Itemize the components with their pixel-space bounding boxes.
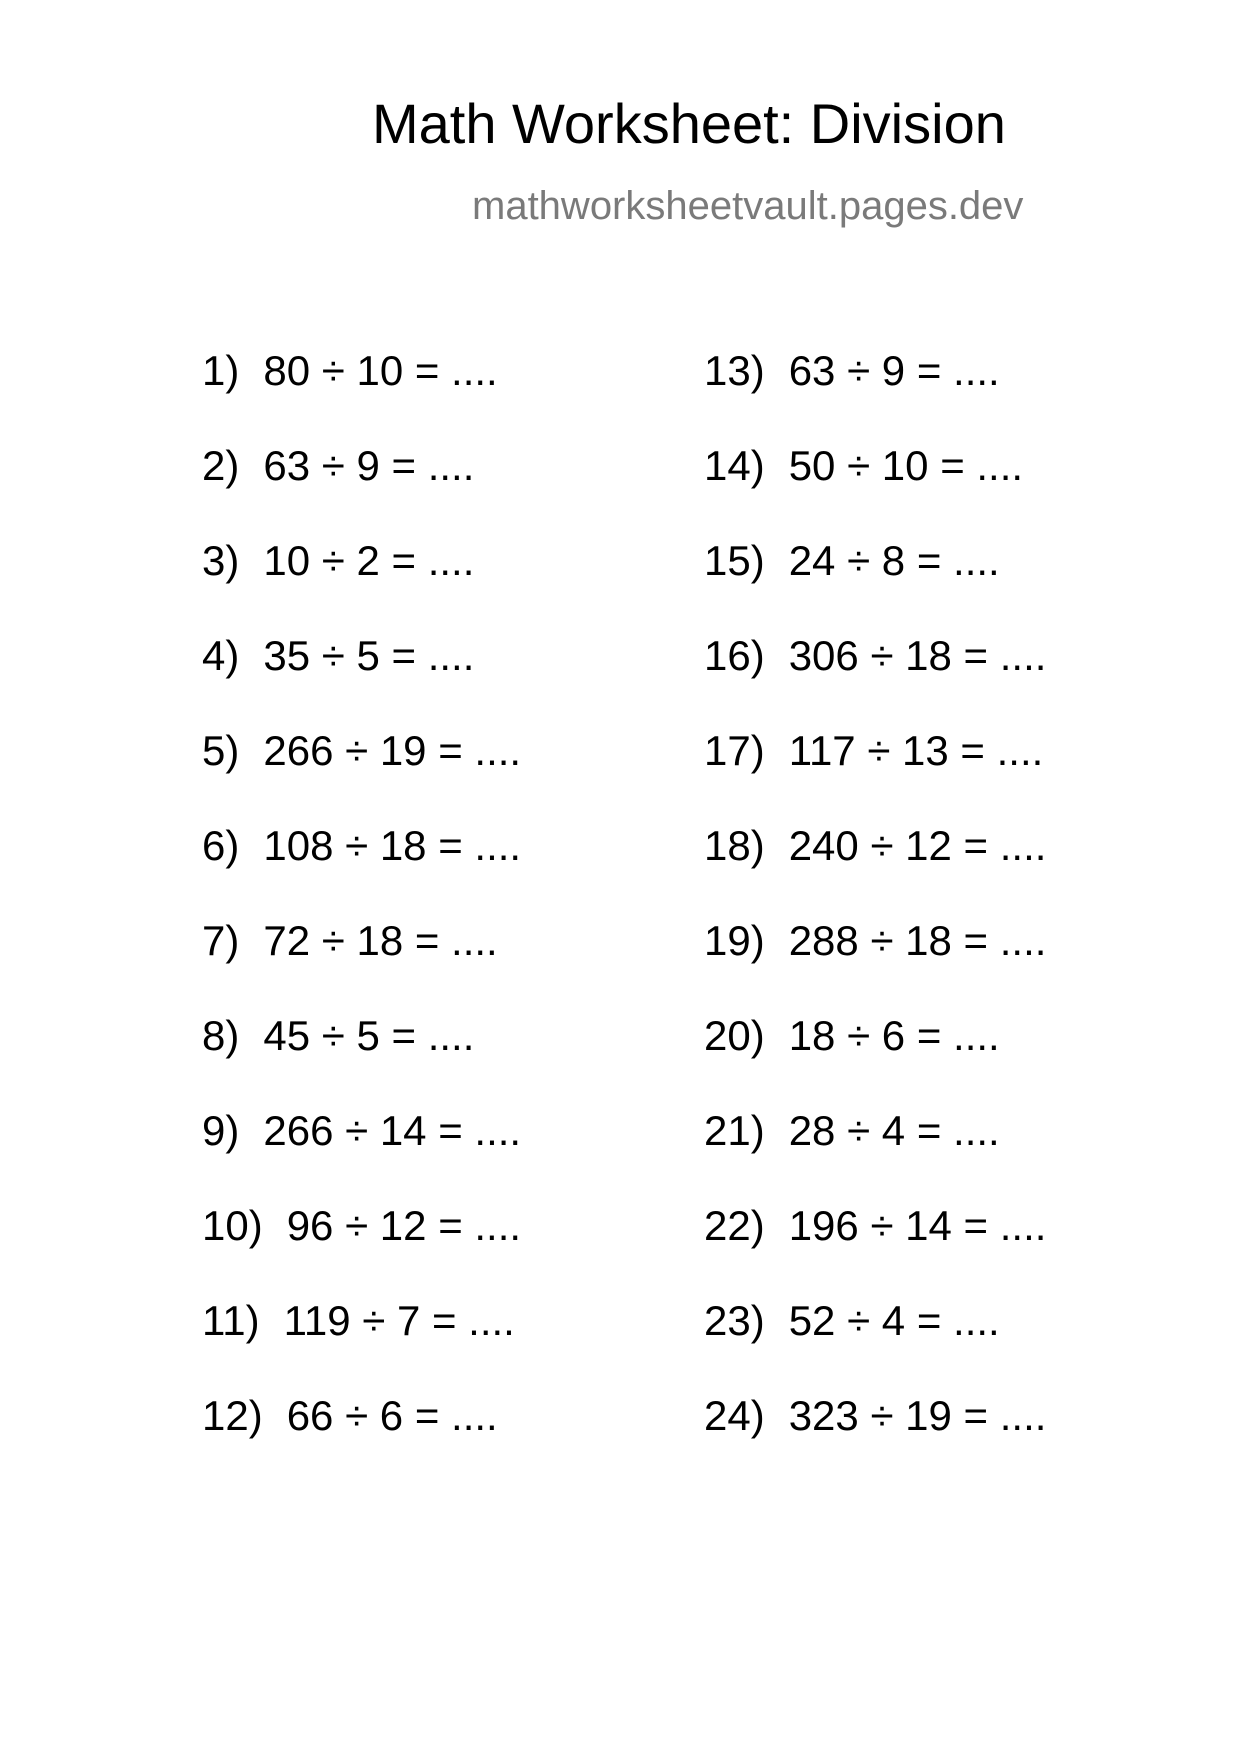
problem-expression: 306 ÷ 18 = ....	[788, 632, 1047, 679]
problem-item	[704, 537, 1046, 635]
problem-expression: 28 ÷ 4 = ....	[788, 1107, 1000, 1154]
worksheet-source-url: mathworksheetvault.pages.dev	[472, 184, 1024, 228]
problem-number: 14)	[704, 442, 765, 489]
problem-item	[704, 822, 1047, 920]
problem-number: 7)	[202, 917, 240, 964]
problem-list-right	[704, 347, 1047, 1490]
problem-item	[202, 1012, 521, 1110]
problem-number: 8)	[202, 1012, 240, 1059]
problem-expression: 240 ÷ 12 = ....	[788, 822, 1047, 869]
problem-item	[202, 1202, 522, 1300]
problem-list-left	[202, 347, 522, 1490]
problem-expression: 80 ÷ 10 = ....	[263, 347, 498, 394]
problem-expression: 117 ÷ 13 = ....	[788, 727, 1044, 774]
problem-number: 12)	[202, 1392, 263, 1439]
problem-number: 2)	[202, 442, 240, 489]
problem-item	[202, 727, 522, 825]
problem-number: 9)	[202, 1107, 240, 1154]
problem-expression: 196 ÷ 14 = ....	[788, 1202, 1047, 1249]
problem-number: 17)	[704, 727, 765, 774]
problem-number: 4)	[202, 632, 240, 679]
problem-item	[704, 1012, 1046, 1110]
problem-number: 10)	[202, 1202, 263, 1249]
problem-item	[704, 1392, 1047, 1490]
problem-expression: 66 ÷ 6 = ....	[286, 1392, 498, 1439]
problem-expression: 323 ÷ 19 = ....	[788, 1392, 1047, 1439]
problem-number: 13)	[704, 347, 765, 394]
problem-item	[202, 537, 521, 635]
problem-item	[202, 1297, 521, 1395]
problem-number: 20)	[704, 1012, 765, 1059]
problem-number: 6)	[202, 822, 240, 869]
problem-number: 19)	[704, 917, 765, 964]
problem-item	[202, 1392, 521, 1490]
problem-item	[704, 632, 1047, 730]
problem-item	[704, 727, 1046, 825]
problem-number: 22)	[704, 1202, 765, 1249]
problem-expression: 35 ÷ 5 = ....	[263, 632, 475, 679]
problem-item	[202, 347, 521, 445]
problem-item	[202, 1107, 522, 1205]
problem-expression: 266 ÷ 14 = ....	[263, 1107, 522, 1154]
problem-expression: 45 ÷ 5 = ....	[263, 1012, 475, 1059]
problem-number: 24)	[704, 1392, 765, 1439]
problem-item	[704, 1107, 1046, 1205]
problem-item	[202, 442, 521, 540]
problem-number: 18)	[704, 822, 765, 869]
problem-item	[704, 1297, 1046, 1395]
problem-item	[704, 347, 1046, 445]
problem-number: 23)	[704, 1297, 765, 1344]
problem-number: 16)	[704, 632, 765, 679]
problem-number: 21)	[704, 1107, 765, 1154]
problem-expression: 108 ÷ 18 = ....	[263, 822, 522, 869]
problem-item	[202, 632, 521, 730]
problem-item	[202, 822, 522, 920]
problem-number: 3)	[202, 537, 240, 584]
problem-item	[704, 917, 1047, 1015]
problem-expression: 266 ÷ 19 = ....	[263, 727, 522, 774]
problem-expression: 288 ÷ 18 = ....	[788, 917, 1047, 964]
problem-expression: 63 ÷ 9 = ....	[263, 442, 475, 489]
problem-expression: 63 ÷ 9 = ....	[788, 347, 1000, 394]
problem-item	[704, 1202, 1047, 1300]
problem-item	[202, 917, 521, 1015]
problem-expression: 24 ÷ 8 = ....	[788, 537, 1000, 584]
problem-expression: 50 ÷ 10 = ....	[788, 442, 1024, 489]
problem-expression: 10 ÷ 2 = ....	[263, 537, 475, 584]
problem-expression: 119 ÷ 7 = ....	[283, 1297, 515, 1344]
problem-number: 1)	[202, 347, 240, 394]
problem-expression: 52 ÷ 4 = ....	[788, 1297, 1000, 1344]
problem-number: 15)	[704, 537, 765, 584]
problem-item	[704, 442, 1046, 540]
problem-expression: 96 ÷ 12 = ....	[286, 1202, 522, 1249]
problem-number: 5)	[202, 727, 240, 774]
problem-number: 11)	[202, 1297, 260, 1344]
problem-expression: 18 ÷ 6 = ....	[788, 1012, 1000, 1059]
problem-expression: 72 ÷ 18 = ....	[263, 917, 498, 964]
worksheet-title: Math Worksheet: Division	[372, 92, 1006, 155]
